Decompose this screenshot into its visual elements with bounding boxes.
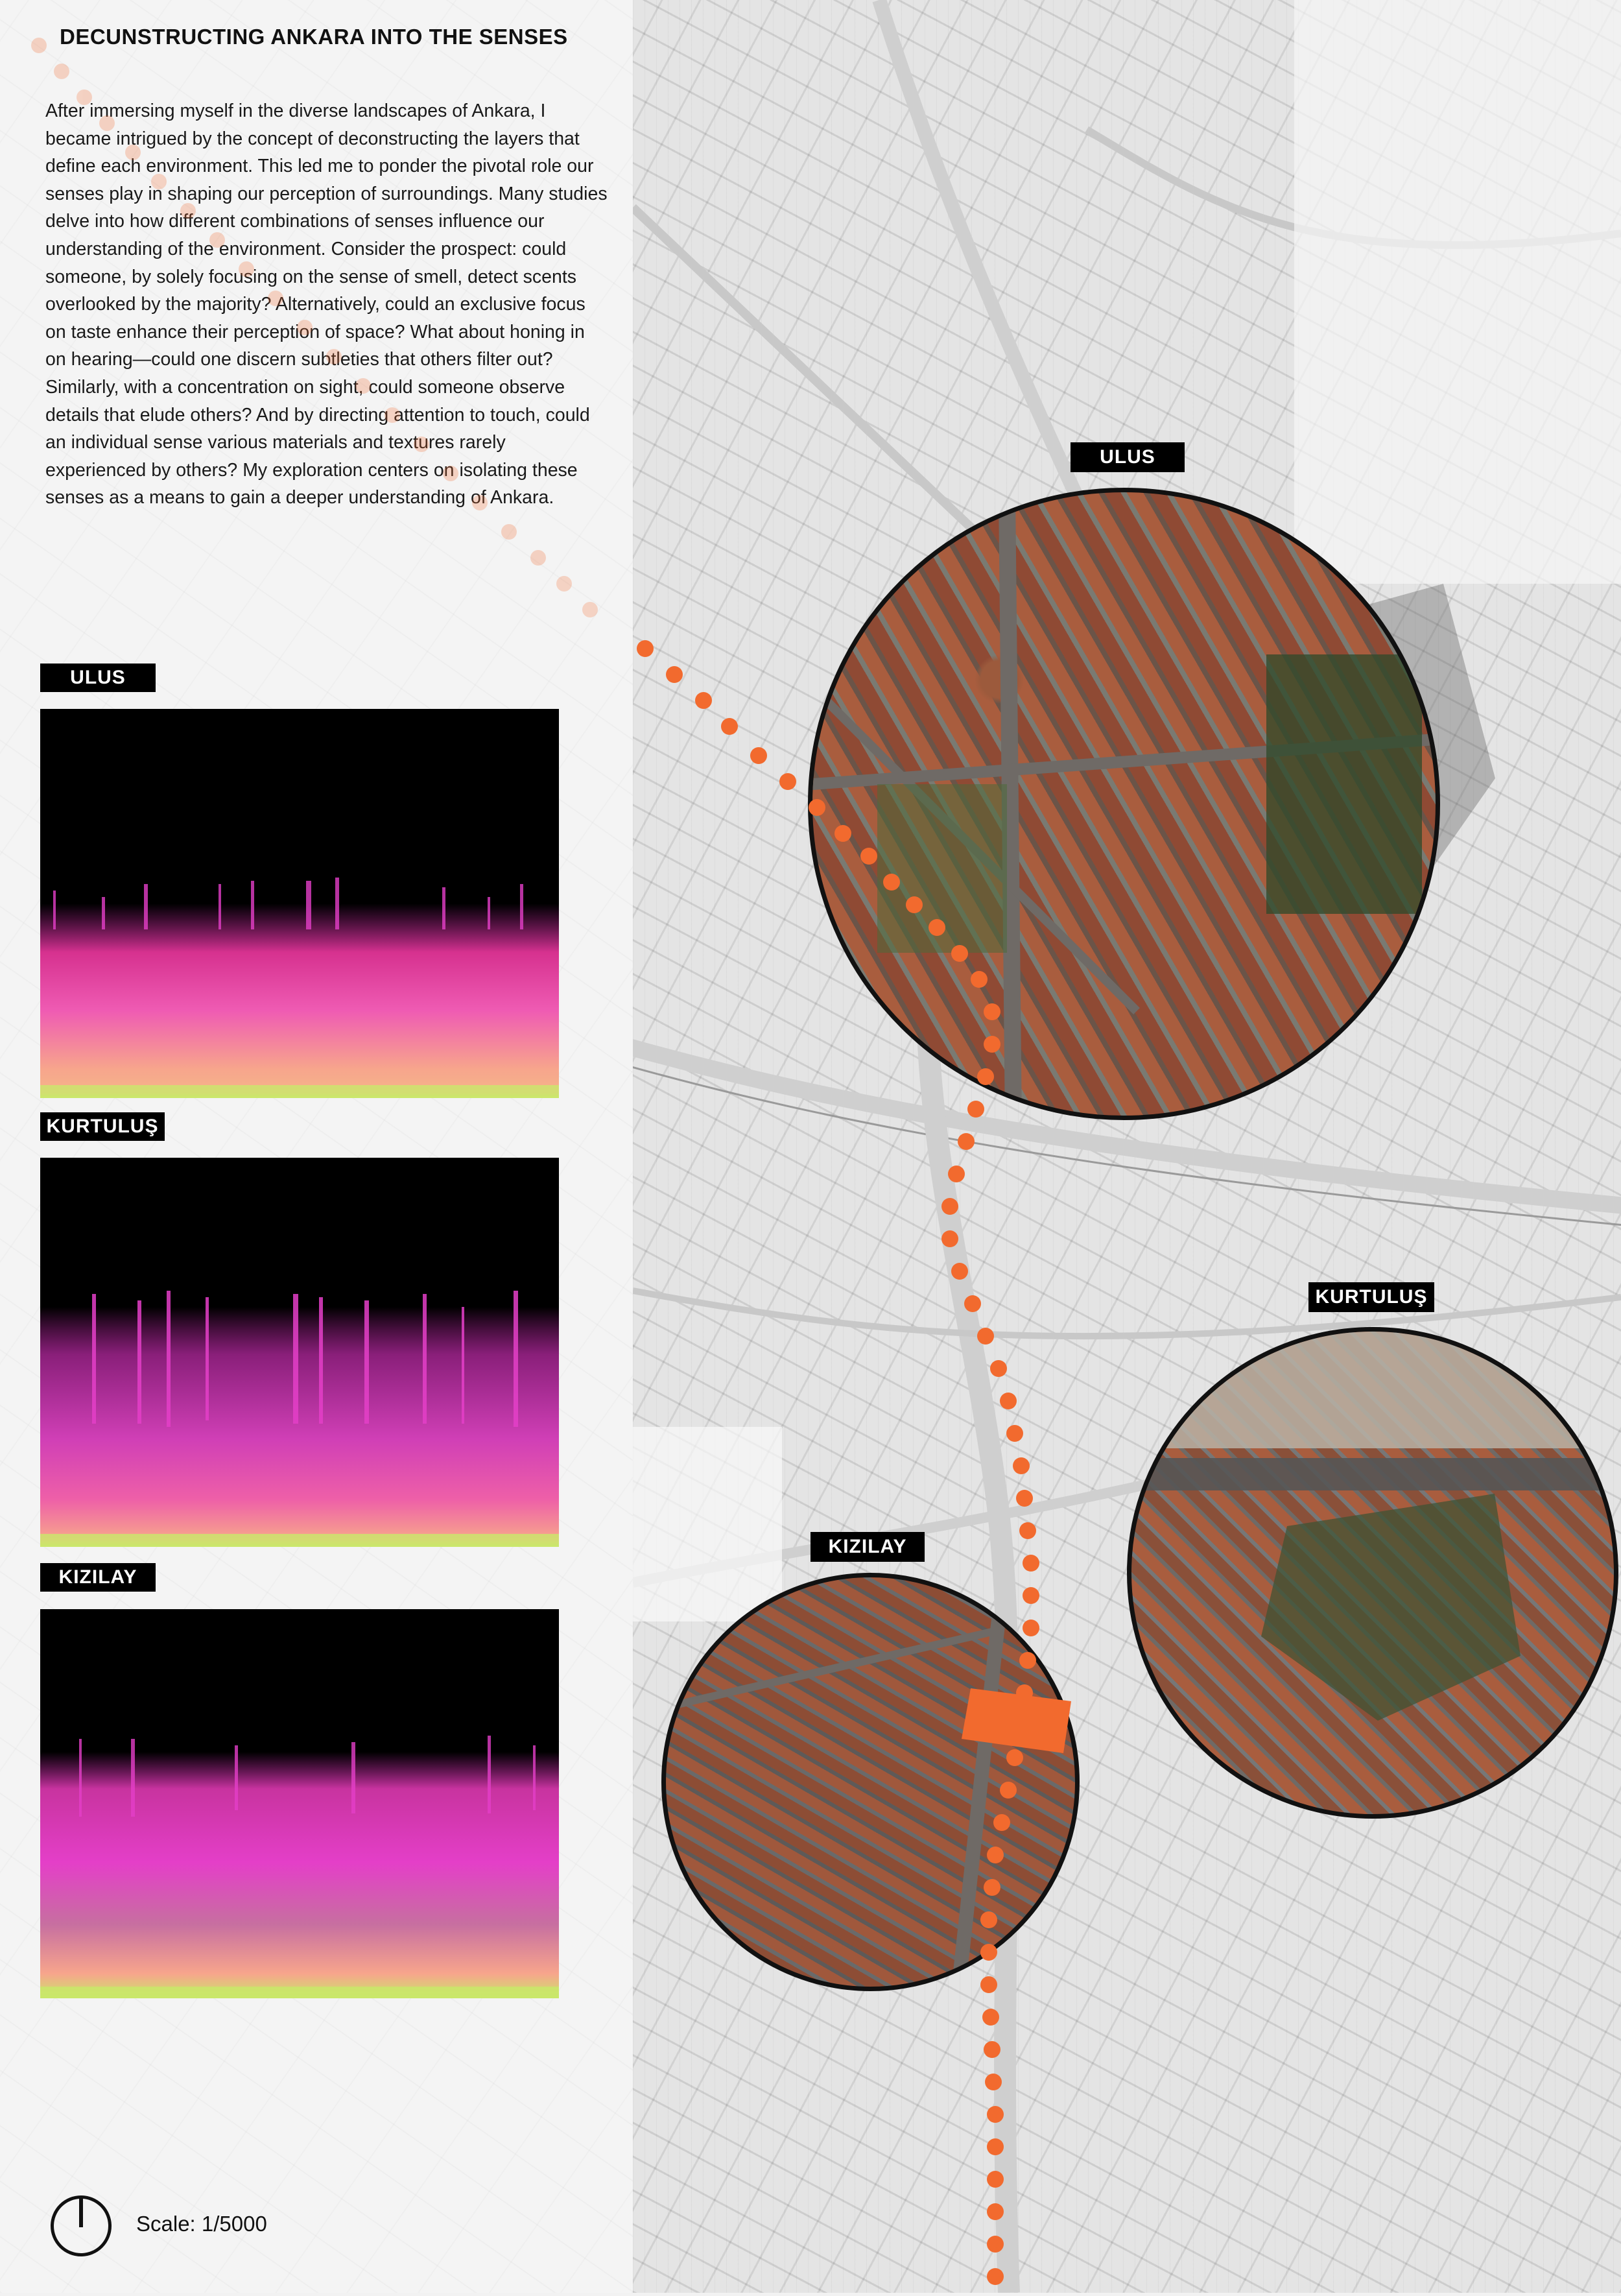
map-label-ulus: ULUS xyxy=(1071,442,1185,472)
north-arrow-icon xyxy=(51,2195,112,2256)
map-label-kizilay: KIZILAY xyxy=(810,1532,925,1562)
spectrogram-label-kizilay: KIZILAY xyxy=(40,1563,156,1592)
scale-text: Scale: 1/5000 xyxy=(136,2212,267,2236)
map-label-kurtulus: KURTULUŞ xyxy=(1308,1282,1434,1312)
kizilay-marker xyxy=(962,1688,1071,1753)
spectrogram-label-kurtulus: KURTULUŞ xyxy=(40,1112,165,1141)
page-title: DECUNSTRUCTING ANKARA INTO THE SENSES xyxy=(60,25,568,49)
spectrogram-label-ulus: ULUS xyxy=(40,664,156,692)
intro-paragraph: After immersing myself in the diverse landscapes of Ankara, I became intrigued by the concept of deconstructing the layers that define each environment. This led me to ponder the pivotal role our senses play in shaping our perception of surroundings. Many studies delve into how different combinations of senses influence our understanding of the environment. Consider the prospect: could someone, by solely focusing on the sense of smell, detect scents overlooked by the majority? Alternatively, could an exclusive focus on taste enhance their perception of space? What about honing in on hearing—could one discern subtleties that others filter out? Similarly, with a concentration on sight, could someone observe details that elude others? And by directing attention to touch, could an individual sense various materials and textures rarely experienced by others? My exploration centers on isolating these senses as a means to gain a deeper understanding of Ankara. xyxy=(45,101,608,508)
